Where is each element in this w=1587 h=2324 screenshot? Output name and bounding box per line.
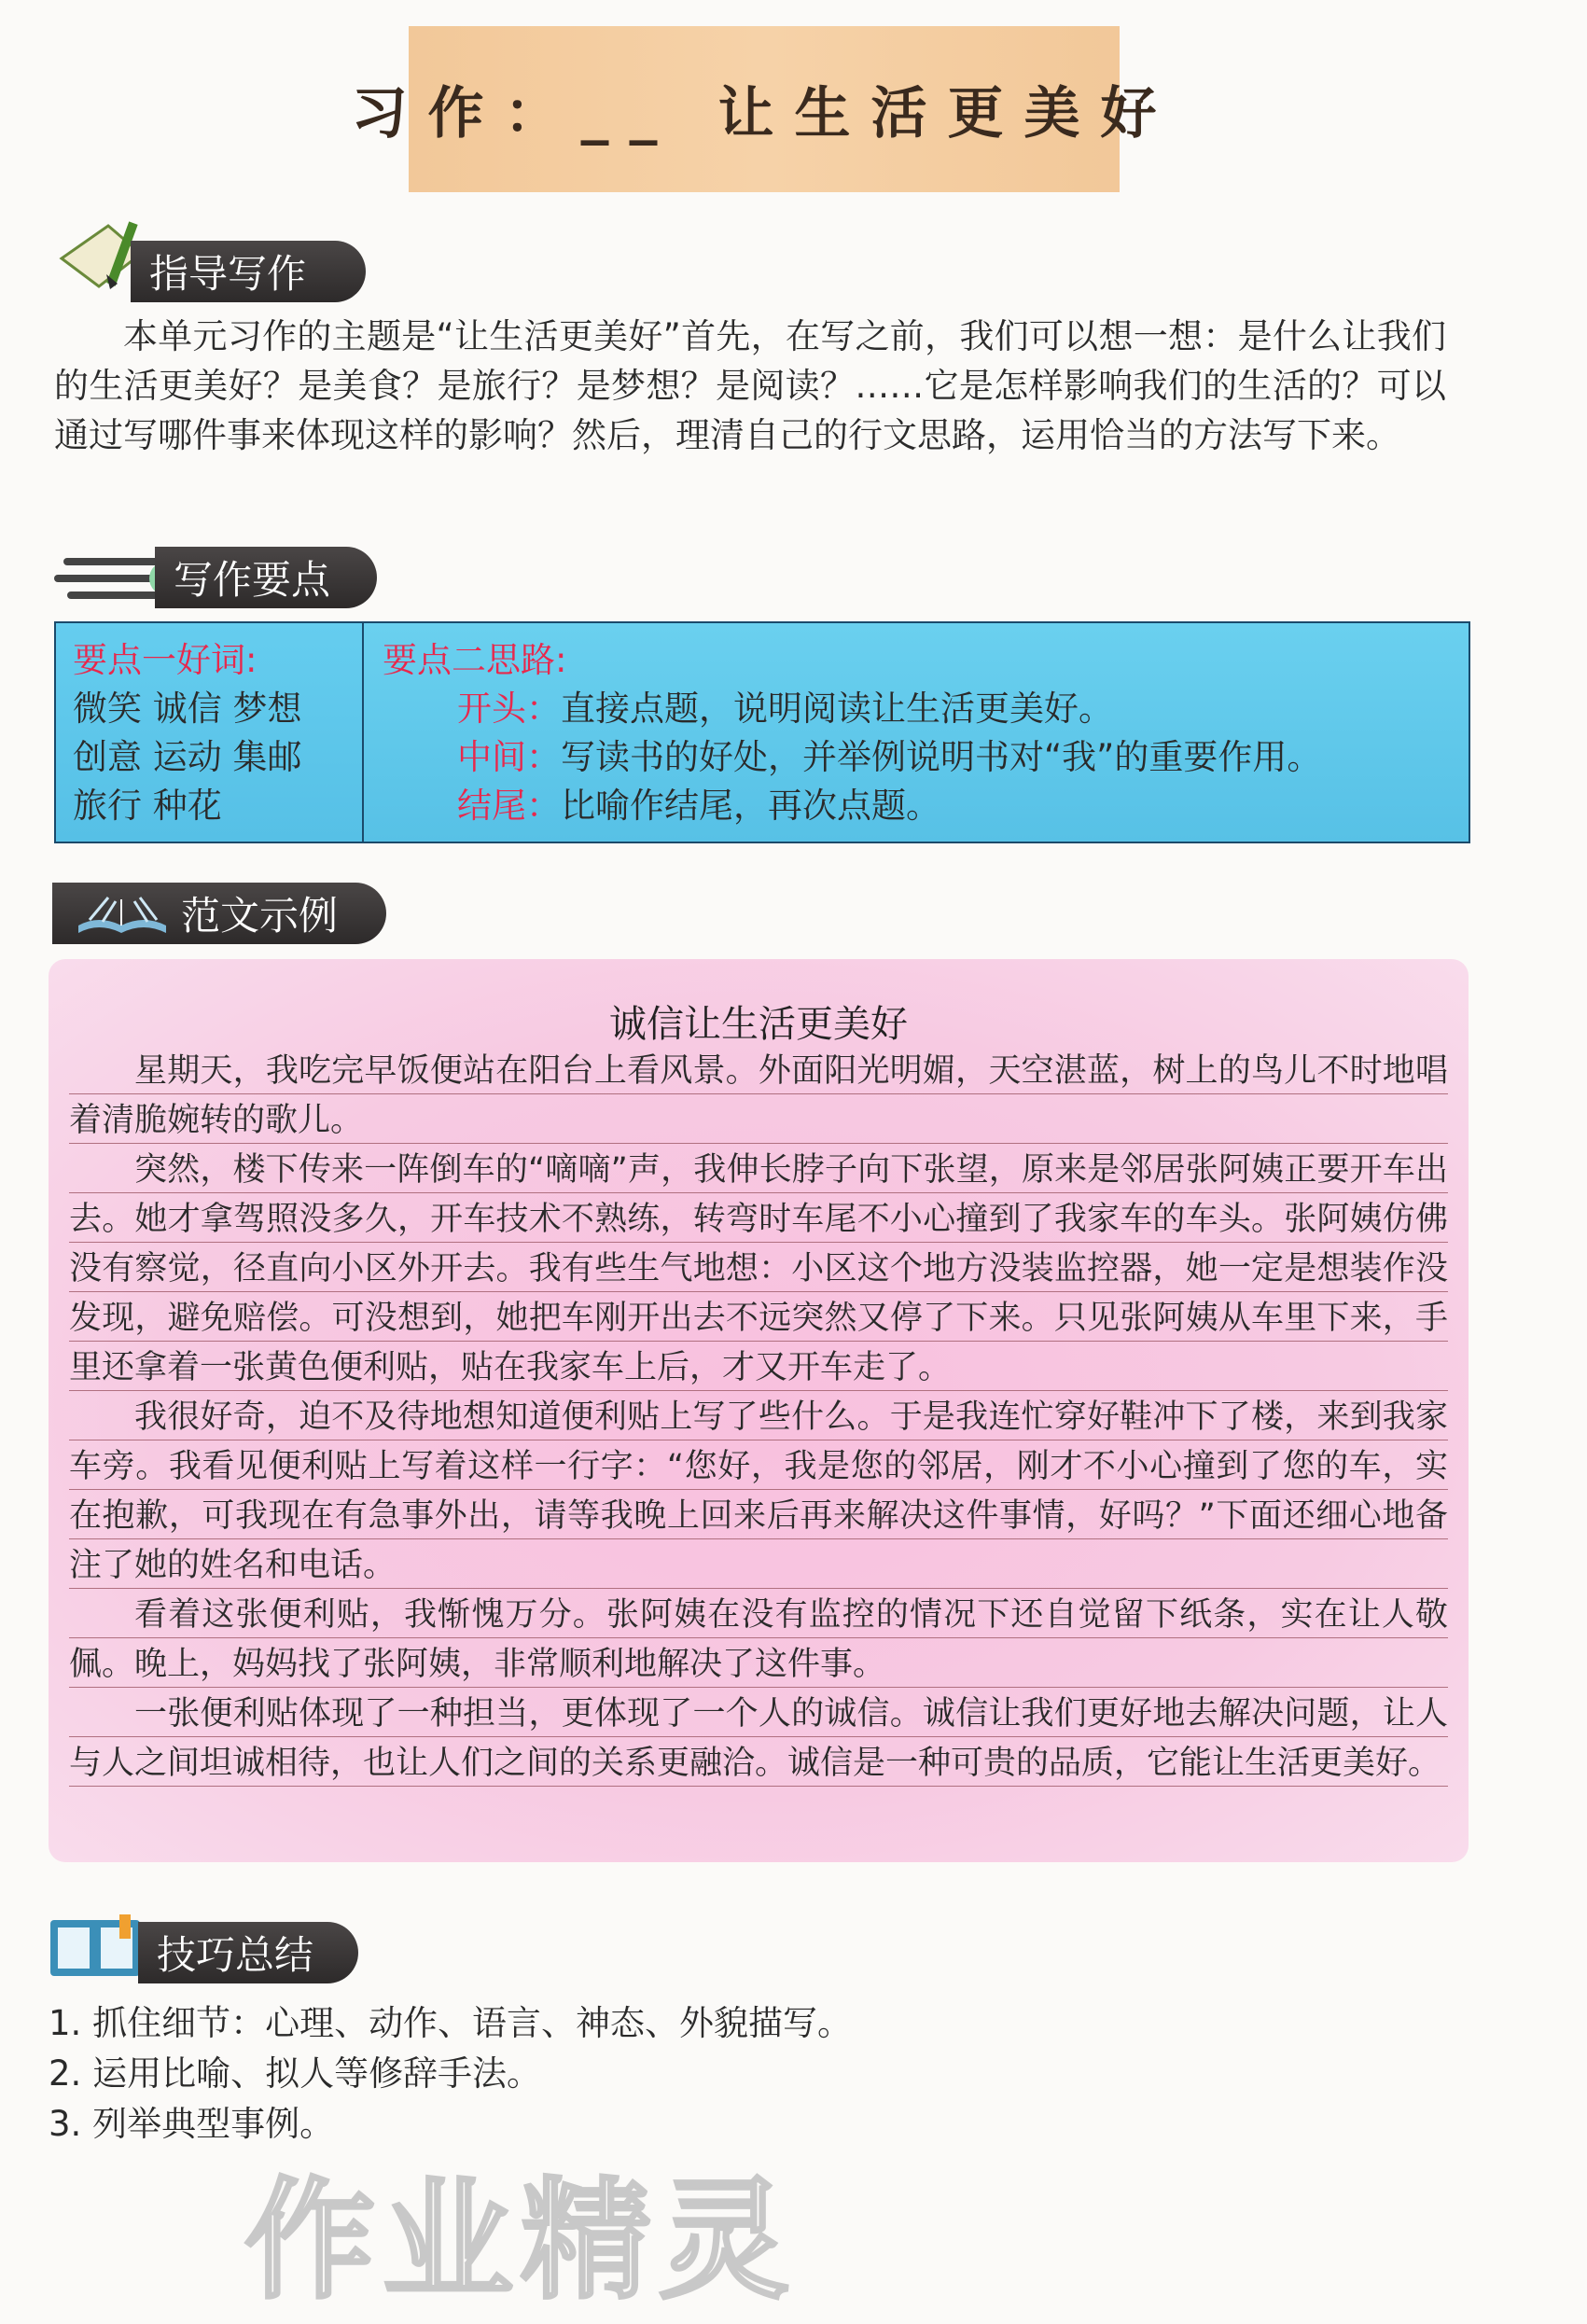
outline-key: 中间： — [457, 737, 561, 777]
open-book-icon — [71, 888, 174, 940]
outline-text: 直接点题，说明阅读让生活更美好。 — [561, 689, 1113, 729]
title-banner — [351, 26, 1177, 192]
section-tab-guide — [131, 241, 366, 302]
outline-key: 开头： — [457, 689, 561, 729]
page-title: 习作：__ 让生活更美好 — [351, 81, 1177, 146]
example-essay — [49, 959, 1469, 1862]
outline-row — [383, 733, 1469, 782]
essay-title: 诚信让生活更美好 — [609, 1003, 908, 1046]
outline-heading: 要点二思路: — [383, 640, 567, 680]
outline-text: 比喻作结尾，再次点题。 — [561, 786, 940, 826]
outline-text: 写读书的好处，并举例说明书对“我”的重要作用。 — [561, 737, 1322, 777]
essay-body — [69, 1047, 1448, 1788]
section-tab-tips — [138, 1922, 358, 1983]
watermark: 作业精灵 — [244, 2165, 798, 2317]
section-label: 写作要点 — [174, 557, 331, 603]
points-table — [54, 621, 1470, 843]
tip-item: 1. 抓住细节：心理、动作、语言、神态、外貌描写。 — [49, 2003, 853, 2043]
good-words-line: 旅行 种花 — [73, 786, 222, 826]
good-words-heading: 要点一好词: — [73, 640, 258, 680]
tips-list — [49, 1998, 852, 2150]
essay-paragraph: 突然，楼下传来一阵倒车的“嘀嘀”声，我伸长脖子向下张望，原来是邻居张阿姨正要开车出去。她才拿驾照没多久，开车技术不熟练，转弯时车尾不小心撞到了我家车的车头。张阿姨仿佛没有察觉，径直向小区外开去。我有些生气地想：小区这个地方没装监控器，她一定是想装作没发现，避免赔偿。可没想到，她把车刚开出去不远突然又停了下来。只见张阿姨从车里下来，手里还拿着一张黄色便利贴，贴在我家车上后，才又开车走了。 — [69, 1146, 1448, 1393]
essay-paragraph: 一张便利贴体现了一种担当，更体现了一个人的诚信。诚信让我们更好地去解决问题，让人与人之间坦诚相待，也让人们之间的关系更融洽。诚信是一种可贵的品质，它能让生活更美好。 — [69, 1690, 1448, 1788]
tip-item: 2. 运用比喻、拟人等修辞手法。 — [49, 2053, 542, 2094]
section-label: 范文示例 — [181, 893, 339, 939]
notebook-icon — [49, 1914, 142, 1980]
tip-item: 3. 列举典型事例。 — [49, 2104, 335, 2144]
outline-row — [383, 685, 1469, 733]
essay-paragraph: 看着这张便利贴，我惭愧万分。张阿姨在没有监控的情况下还自觉留下纸条，实在让人敬佩。晚上，妈妈找了张阿姨，非常顺利地解决了这件事。 — [69, 1591, 1448, 1690]
outline-row — [383, 782, 1469, 830]
outline-key: 结尾： — [457, 786, 561, 826]
good-words-line: 创意 运动 集邮 — [73, 737, 302, 777]
essay-paragraph: 我很好奇，迫不及待地想知道便利贴上写了些什么。于是我连忙穿好鞋冲下了楼，来到我家车旁。我看见便利贴上写着这样一行字：“您好，我是您的邻居，刚才不小心撞到了您的车，实在抱歉，可我现在有急事外出，请等我晚上回来后再来解决这件事情，好吗？”下面还细心地备注了她的姓名和电话。 — [69, 1393, 1448, 1591]
section-tab-points — [155, 547, 377, 608]
essay-paragraph: 星期天，我吃完早饭便站在阳台上看风景。外面阳光明媚，天空湛蓝，树上的鸟儿不时地唱着清脆婉转的歌儿。 — [69, 1047, 1448, 1146]
section-label: 技巧总结 — [157, 1932, 314, 1978]
good-words-line: 微笑 诚信 梦想 — [73, 689, 302, 729]
good-words-column — [56, 623, 364, 842]
guide-paragraph: 本单元习作的主题是“让生活更美好”首先，在写之前，我们可以想一想：是什么让我们的生活更美好？是美食？是旅行？是梦想？是阅读？……它是怎样影响我们的生活的？可以通过写哪件事来体现这样的影响？然后，理清自己的行文思路，运用恰当的方法写下来。 — [54, 316, 1446, 455]
section-label: 指导写作 — [149, 251, 307, 297]
outline-column — [364, 623, 1469, 842]
